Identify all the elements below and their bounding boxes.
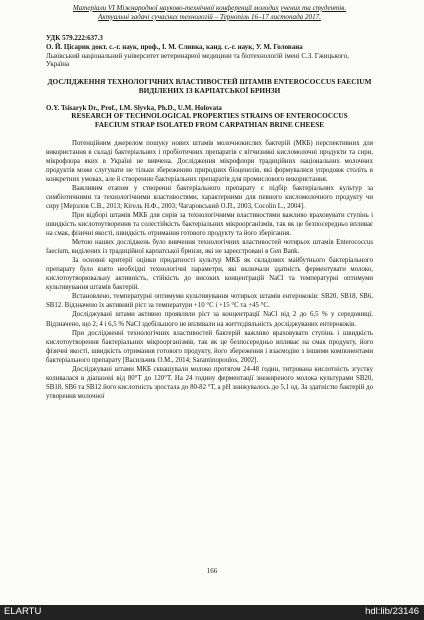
conference-header-line-2: Актуальні задачі сучасних технологій – Тернопіль 16–17 листопада 2017.	[98, 12, 321, 21]
paragraph: Метою наших досліджень було вивчення технологічних властивостей чотирьох штамів Enterococcus faecium, виділених із традиційної карпатської бринзи, які не зареєстровані в Gen Bank.	[46, 239, 373, 256]
title-ukrainian: ДОСЛІДЖЕННЯ ТЕХНОЛОГІЧНИХ ВЛАСТИВОСТЕЙ ШТАМІВ ENTEROCOCCUS FAECIUM ВИДІЛЕНИХ ІЗ КАРПАТСЬКОЇ БРИНЗИ	[47, 76, 372, 95]
affiliation: Львівський національний університет ветеринарної медицини та біотехнологій імені С.З. Гжицького, Україна	[46, 51, 349, 69]
page-content	[46, 4, 373, 401]
title-english: RESEARCH OF TECHNOLOGICAL PROPERTIES STRAINS OF ENTEROCOCCUS FAECIUM STRAP ISOLATED FROM CARPATHIAN BRINE CHEESE	[71, 111, 348, 129]
paragraph: За основні критерії оцінки придатності культур МКБ як складових майбутнього бактеріального препарату було взято необхідні технологічні параметри, які включали здатність ферментувати молоко, кислотоутворювальну активність, стійкість до високих концентрацій NaCl та температурні оптимуми культивування штамів бактерій.	[46, 257, 373, 292]
paragraph: При відборі штамів МКБ для сирів за технологічними властивостями важливо враховувати ступінь і швидкість кислотоутворення та солестійкість бактеріальних мікроорганізмів, так як це безпосередньо впливає на смак, фізичні якості, швидкість отримання готового продукту та його зберігання.	[46, 211, 373, 238]
handle-identifier: hdl:lib/23146	[365, 606, 419, 617]
paragraph: Потенційним джерелом пошуку нових штамів молочнокислих бактерій (МКБ) перспективних для використання в складі бактеріальних і пробіотичних препаратів є вітчизняні кисломолочні продукти та сири, мікрофлора яких в Україні не вивчена. Дослідження мікрофлори традиційних національних молочних продуктів може слугувати не тільки збереженню природних біоценозів, які формувалися упродовж століть в конкретних умовах, але й створенню бактеріальних препаратів для промислового використання.	[46, 139, 373, 183]
page-number: 166	[206, 567, 218, 575]
conference-header-line-1: Матеріали VI Міжнародної науково-технічної конференції молодих учених та студентів.	[72, 4, 347, 12]
repository-label: ELARTU	[4, 606, 42, 617]
paragraph: Важливим етапом у створенні бактеріального препарату є підбір бактеріальних культур за симбіотичними та технологічними властивостями, характерними для певного кисломолочного продукту чи сиру [Мерзлов С.В., 2013; Кігель Н.Ф., 2003; Чагаровський О.П., 2003, Cocolin L., 2004].	[46, 184, 373, 210]
paragraph: Встановлено, температурні оптимуми культивування чотирьох штамів ентерококів: SB20, SB18, SB6, SB12. Відзначено їх активний ріст за температури +10 °С і +15 °С та +45 °С.	[46, 293, 373, 310]
authors-english: O.Y. Tsisaryk Dr., Prof., I.M. Slyvka, Ph.D., U.M. Holovata	[46, 103, 222, 112]
udk-code: УДК 579.222:637.3	[46, 34, 103, 43]
paragraph: Досліджувані штами МКБ сквашували молоко протягом 24-48 годин, титрована кислотність згустку коливалася в діапазоні від 80°Т до 120°Т. На 24 годину ферментації знежиреного молока культурами SB20, SB18, SB6 та SB12 його кислотність зростала до 80-82 °Т, а pH знижувалось до 5,1 од. За здатністю бактерій до утворення молочної	[46, 365, 373, 400]
paragraph: Досліджувані штами активно проявляли ріст за концентрації NaCl від 2 до 6,5 % у середовищі. Відзначено, що 2, 4 і 6,5 % NaCl здебільшого не впливали на життєдіяльність досліджуваних ентерококів.	[46, 311, 373, 328]
article-body	[46, 139, 373, 401]
footer-bar	[0, 605, 424, 620]
paragraph: При дослідженні технологічних властивостей бактерій важливо враховувати ступінь і швидкість кислотоутворення бактеріальних мікроорганізмів, так як це безпосередньо впливає на смак продукту, його фізичні якості, швидкість отримання готового продукту, його збереження і взаємодію з іншими компонентами бактеріального препарату [Васильчик О.М., 2014; Sarantinopoulos, 2002].	[46, 329, 373, 364]
authors-ukrainian: О. Й. Цісарик докт. с.-г. наук, проф., І. М. Сливка, канд. с.-г. наук, У. М. Голована	[46, 43, 303, 52]
